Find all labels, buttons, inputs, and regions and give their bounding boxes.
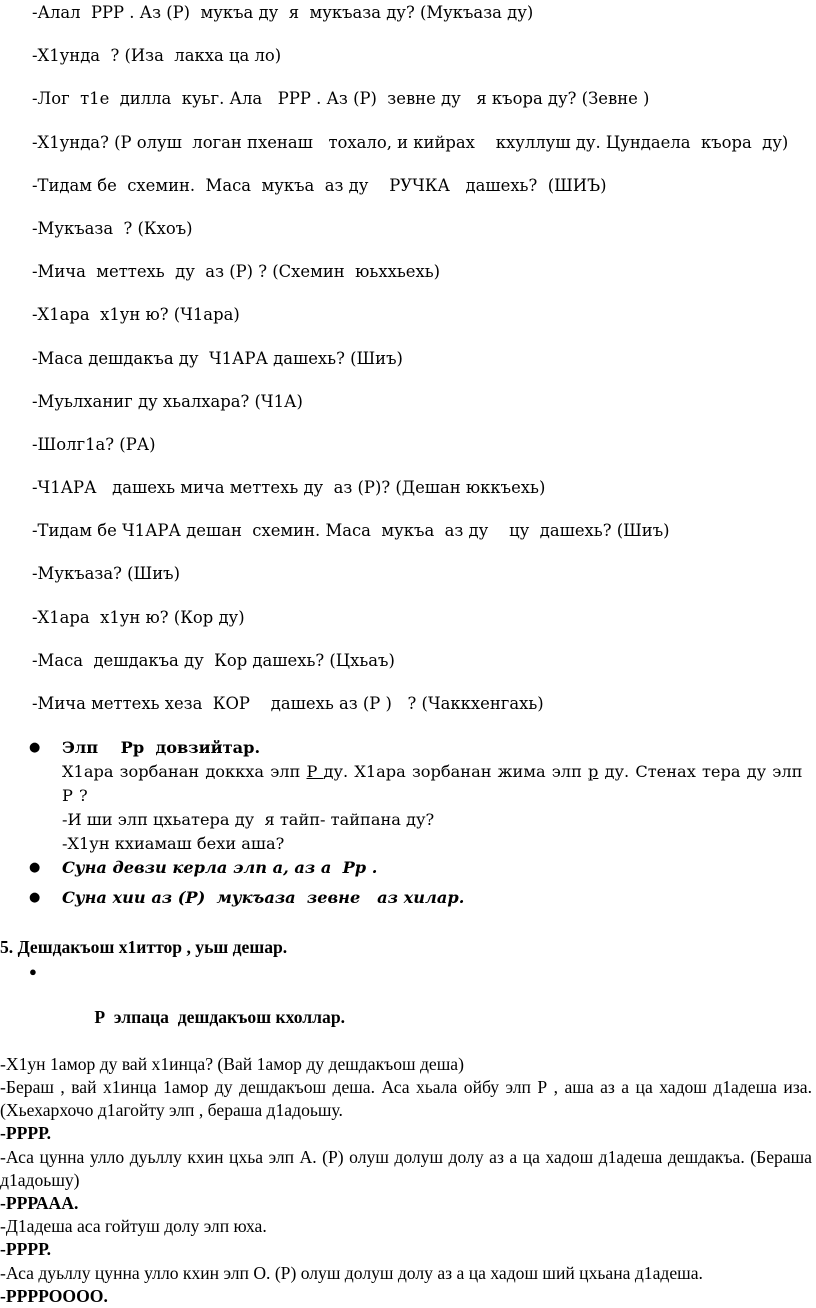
description-text: ду. Стенах тера ду элп Р ? — [62, 762, 803, 805]
dialogue-line: -Мича меттехь хеза КОР дашехь аз (Р ) ? (Чаккхенгахь) — [32, 694, 544, 713]
dialogue-line: -Тидам бе схемин. Маса мукъа аз ду РУЧКА дашехь? (ШИЪ) — [32, 175, 607, 195]
bullet-list — [0, 736, 816, 910]
dialogue-line: -Муьлханиг ду хьалхара? (Ч1А) — [32, 391, 303, 411]
bullet-icon: ● — [29, 964, 37, 979]
dialogue-line: -Мукъаза? (Шиъ) — [32, 564, 180, 584]
letter-description — [0, 760, 816, 808]
bullet-item-heading — [0, 736, 816, 760]
uppercase-letter: Р — [306, 762, 324, 781]
lowercase-letter: р — [588, 762, 599, 781]
question-line: -Х1ун кхиамаш бехи аша? — [62, 834, 285, 853]
dialogue-line: -Лог т1е дилла куьг. Ала РРР . Аз (Р) зевне ду я къора ду? (Зевне ) — [32, 89, 650, 109]
dialogue-list — [32, 0, 802, 734]
sound-sequence: -РРРР. — [0, 1239, 52, 1260]
dialogue-line: -Х1унда ? (Иза лакха ца ло) — [32, 46, 282, 66]
paragraph: -Х1ун 1амор ду вай х1инца? (Вай 1амор ду дешдакъош деша) — [0, 1053, 464, 1074]
paragraph: -Аса цунна улло дуьллу кхин цхьа элп А. (Р) олуш долуш долу аз а ца хадош д1адеша дешдакъа. (Бераша д1адоьшу) — [0, 1146, 812, 1190]
description-text: Х1ара зорбанан доккха элп — [62, 762, 307, 781]
paragraph: -Аса дуьллу цунна улло кхин элп О. (Р) олуш долуш долу аз а ца хадош ший цхьана д1адеша. — [0, 1262, 703, 1283]
bullet-item-italic — [0, 886, 816, 910]
dialogue-line: -Мича меттехь ду аз (Р) ? (Схемин юьххьехь) — [32, 262, 441, 282]
dialogue-line: -Маса дешдакъа ду Ч1АРА дашехь? (Шиъ) — [32, 348, 403, 368]
sound-sequence: -РРРРОООО. — [0, 1285, 108, 1306]
dialogue-line: -Шолг1а? (РА) — [32, 434, 156, 454]
bullet-item-italic — [0, 856, 816, 880]
section-heading: 5. Дешдакъош х1иттор , уьш дешар. — [0, 937, 288, 957]
conclusion-text: Суна девзи керла элп а, аз а Рр . — [62, 858, 378, 877]
dialogue-line: -Алал РРР . Аз (Р) мукъа ду я мукъаза ду? (Мукъаза ду) — [32, 3, 534, 22]
dialogue-line: -Ч1АРА дашехь мича меттехь ду аз (Р)? (Дешан юккъехь) — [32, 478, 546, 498]
sound-sequence: -РРРААА. — [0, 1193, 79, 1214]
subheading-text: Р элпаца дешдакъош кхоллар. — [94, 1007, 346, 1028]
dialogue-line: -Мукъаза ? (Кхоъ) — [32, 218, 193, 238]
bullet-heading: Элп Рр довзийтар. — [62, 738, 261, 757]
conclusion-text: Суна хии аз (Р) мукъаза зевне аз хилар. — [62, 888, 465, 907]
dialogue-line: -Х1ара х1ун ю? (Ч1ара) — [32, 305, 240, 325]
paragraph: -Бераш , вай х1инца 1амор ду дешдакъош деша. Аса хьала ойбу элп Р , аша аз а ца хадош д1адеша иза. (Хьехархочо д1агойту элп , бераша д1адоьшу. — [0, 1077, 812, 1121]
paragraph: -Д1адеша аса гойтуш долу элп юха. — [0, 1216, 267, 1237]
description-text: ду. Х1ара зорбанан жима элп — [323, 762, 589, 781]
bullet-icon: ● — [29, 860, 41, 875]
bullet-icon: ● — [29, 890, 41, 905]
dialogue-line: -Маса дешдакъа ду Кор дашехь? (Цхьаъ) — [32, 650, 395, 670]
dialogue-line: -Тидам бе Ч1АРА дешан схемин. Маса мукъа аз ду цу дашехь? (Шиъ) — [32, 521, 670, 541]
dialogue-line: -Х1ара х1ун ю? (Кор ду) — [32, 607, 245, 627]
section-5 — [0, 932, 812, 1308]
section-subheading — [0, 960, 812, 1053]
dialogue-line: -Х1унда? (Р олуш логан пхенаш тохало, и кийрах кхуллуш ду. Цундаела къора ду) — [32, 132, 789, 152]
bullet-icon: ● — [29, 740, 41, 755]
sound-sequence: -РРРР. — [0, 1123, 52, 1144]
question-line: -И ши элп цхьатера ду я тайп- тайпана ду? — [62, 810, 435, 829]
